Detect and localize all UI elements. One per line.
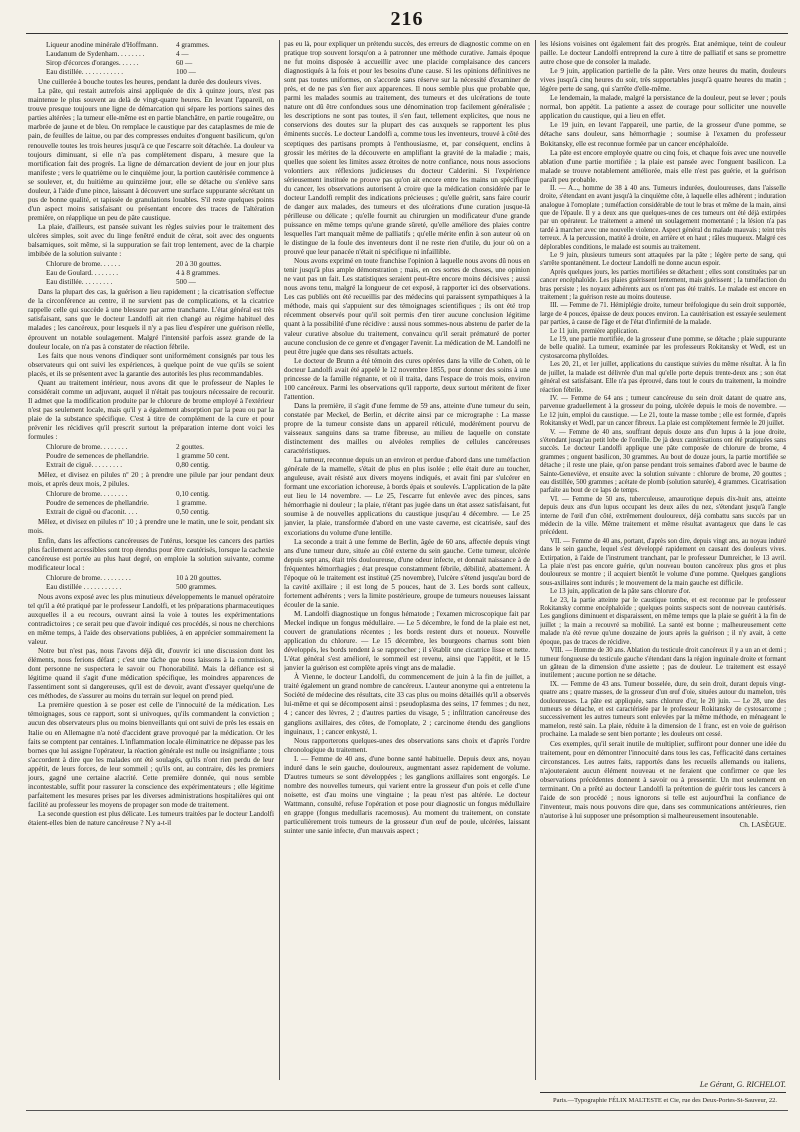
paragraph: VIII. — Homme de 30 ans. Ablation du testicule droit cancéreux il y a un an et demi ; tumeur fongueuse du testicule gauche s'étendant dans la région inguinale droite et formant un gâteau de la dimension d'une assiette ; pas de douleur. Le traitement est essayé inutilement ; aucune portion ne se détache. xyxy=(540,647,786,680)
paragraph: Le 9 juin, plusieurs tumeurs sont attaquées par la pâte ; légère perte de sang, qui s'arrête spontanément. Le docteur Landolfi ne donne aucun espoir. xyxy=(540,252,786,268)
paragraph: La seconde question est plus délicate. Les tumeurs traitées par le docteur Landolfi étaient-elles bien de nature cancéreuse ? N'y a-t-il xyxy=(28,809,274,827)
paragraph: La tumeur, reconnue depuis un an environ et perdue d'abord dans une tuméfaction générale de la mamelle, s'était de plus en plus isolée ; elle était dure au toucher, anguleuse, avait résisté aux divers moyens indiqués, et avait fini par s'ulcérer en formant une excoriation ichoreuse, à bords épais et soulevés. L'application de la pâte eut lieu le 14 novembre. — Le 25, l'escarre fut enlevée avec des pinces, sans hémorrhagie ni douleur ; la plaie, n'étant pas jugée dans un état assez satisfaisant, fut soumise à de nouvelles applications du caustique jusqu'au 4 décembre. — Le 25 janvier, la plaie, transformée d'abord en une vaste caverne, est cicatrisée, sauf des excoriations du volume d'une lentille. xyxy=(284,456,530,537)
paragraph: À Vienne, le docteur Landolfi, du commencement de juin à la fin de juillet, a traité également un grand nombre de cancéreux. L'auteur anonyme qui a entretenu la Société de médecine des résultats, cite 33 cas plus ou moins détaillés qu'il a observés lui-même et qui se décomposent ainsi : pseudoplasma des seins, 17 femmes ; du nez, 4 ; cancer des lèvres, 2 ; d'autres parties du visage, 5 ; infiltration cancéreuse des ganglions axillaires, des côtes, de l'omoplate, 2 ; carcinome étendu des ganglions inguinaux, 1 ; cancer enkysté, 1. xyxy=(284,673,530,736)
ingredient-quantity: 10 à 20 gouttes. xyxy=(176,573,222,582)
paragraph: III. — Femme de 71. Hémiplégie droite, tumeur bréfologique du sein droit supportée, large de 4 pouces, épaisse de deux pouces environ. La cautérisation est essayée seulement par parties, à cause de l'âge et de l'état d'infirmité de la malade. xyxy=(540,302,786,327)
ingredient-name: Eau distillée . . . . . . . . . . . xyxy=(46,582,122,591)
paragraph: Le 19, une partie mortifiée, de la grosseur d'une pomme, se détache ; plaie suppurante de belle qualité. La tumeur, examinée par les professeurs Rokitansky et Wedl, est un cystosarcoma phylloïdes. xyxy=(540,336,786,360)
formula-row xyxy=(46,461,274,470)
top-rule xyxy=(26,33,788,34)
ingredient-name: Eau distillée. . . . . . . . . . . . xyxy=(46,68,124,77)
paragraph: les lésions voisines ont également fait des progrès. État anémique, teint de couleur paille. Le docteur Landolfi entreprend la cure à titre de palliatif et sans se promettre autre chose que de consoler la malade. xyxy=(540,40,786,67)
ingredient-quantity: 0,50 centig. xyxy=(176,508,210,517)
author-signature: Ch. LASÈGUE. xyxy=(739,820,786,829)
ingredient-name: Poudre de semences de phellandrie. xyxy=(46,499,149,508)
paragraph: La plaie, d'ailleurs, est pansée suivant les règles suivies pour le traitement des ulcères simples, soit avec du linge fenêtré enduit de cérat, soit avec des onguents balsamiques, soit même, si la suppuration se fait trop lentement, avec de la charpie imbibée de la solution suivante : xyxy=(28,222,274,259)
formula-row xyxy=(46,269,274,278)
ingredient-quantity: 500 — xyxy=(176,278,196,287)
ingredient-quantity: 60 — xyxy=(176,59,193,68)
ingredient-quantity: 4 à 8 grammes. xyxy=(176,269,220,278)
paragraph: V. — Femme de 40 ans, souffrant depuis douze ans d'un lupus à la joue droite, s'étendant jusqu'au petit lobe de l'oreille. De jà deux cautérisations ont été pratiquées sans succès. Le docteur Landolfi applique une pâte composée de chlorure de brome, 4 grammes ; onguent basilicon, 30 grammes. Au bout de douze jours, la partie mortifiée se détache ; il reste une plaie, qu'on panse pendant trois semaines d'abord avec le baume de Sainte-Geneviève, et ensuite avec la solution suivante : chlorure de brome, 20 gouttes ; eau distillée, 500 grammes ; acétate de plomb (solution saturée), 4 grammes. Cicatrisation parfaite au bout de ce laps de temps. xyxy=(540,428,786,495)
paragraph: Dans la première, il s'agit d'une femme de 59 ans, atteinte d'une tumeur du sein, constatée par Meckel, de Berlin, et décrite ainsi par ce micrographe : La masse propre de la tumeur consiste dans un appareil réticulé, modérément pourvu de vaisseaux sanguins dans sa trame fibreuse, au milieu de laquelle on constate distinctement des mailles ou alvéoles remplies de cellules cancéreuses caractéristiques. xyxy=(284,401,530,456)
formula-row xyxy=(46,260,274,269)
paragraph: Dans la plupart des cas, la guérison a lieu rapidement ; la cicatrisation s'effectue de la circonférence au centre, il ne survient pas de complications, et la cicatrice rappelle celle qui succède à une blessure par arme tranchante. L'état général est très satisfaisant, sans que le docteur Landolfi ait rien changé au régime habituel des malades ; les cancéreux, pour lesquels il n'y a pas lieu d'espérer une guérison réelle, éprouvent un notable soulagement. Malgré l'intensité parfois assez grande de la douleur locale, on n'a pas à constater de réaction fébrile. xyxy=(28,288,274,351)
formula-row xyxy=(46,574,274,583)
paragraph: M. Landolfi diagnostique un fongus hématode ; l'examen microscopique fait par Meckel indique un fongus médullaire. — Le 5 décembre, le fond de la plaie est net, couvert de granulations récentes ; les bords restent durs et noueux. Nouvelle application du chlorure. — Le 15 décembre, les bourgeons charnus sont bien développés, les bords tendent à se rapprocher ; il s'établit une cicatrice lisse et nette. L'état général s'est amélioré, le sommeil est revenu, ainsi que l'appétit, et le 15 janvier la guérison est complète après vingt ans de maladie. xyxy=(284,609,530,673)
paragraph: Enfin, dans les affections cancéreuses de l'utérus, lorsque les cancers des parties plus facilement accessibles sont trop étendus pour être cautérisés, lorsque la cachexie cancéreuse est portée au plus haut degré, on emploie la solution suivante, comme modificateur local : xyxy=(28,536,274,572)
paragraph: Les faits que nous venons d'indiquer sont uniformément consignés par tous les observateurs qui ont suivi les expériences, à quelque point de vue qu'ils se soient placés, et ils se présentent avec la garantie des autorités les plus recommandables. xyxy=(28,351,274,378)
paragraph: Le lendemain, la malade, malgré la persistance de la douleur, peut se lever ; pouls normal, bon appétit. La patiente a assez de courage pour solliciter une nouvelle application du caustique, qui a lieu en effet. xyxy=(540,94,786,121)
paragraph: Nous rapporterons quelques-unes des observations sans choix et d'après l'ordre chronologique du traitement. xyxy=(284,736,530,754)
journal-page xyxy=(22,0,792,1132)
paragraph: Nous avons exprimé en toute franchise l'opinion à laquelle nous avons dû nous en tenir jusqu'à plus ample démonstration ; mais, en ces sortes de choses, une opinion ne vaut pas un fait. Les statistiques seraient peut-être encore moins décisives ; aussi nous avons tenu, malgré la longueur de cet exposé, à rapporter ici des observations. Les cas publiés ont été recueillis par des médecins qui paraissent sympathiques à la méthode, mais qui s'appuient sur des témoignages scientifiques ; ils ont été trop récemment observés pour qu'il soit permis d'en tirer aucune conclusion légitime quant à la possibilité d'une récidive : aussi nous sommes-nous abstenu de parler de la valeur curative absolue du traitement, convaincu qu'il serait prématuré de porter aucune conclusion de ce genre et d'engager l'avenir. La médication de M. Landolfi ne peut être jugée que dans ses résultats actuels. xyxy=(284,257,530,356)
column-1 xyxy=(28,40,274,1080)
formula-row xyxy=(46,499,274,508)
ingredient-name: Extrait de ciguë ou d'aconit. . . . xyxy=(46,508,138,517)
ingredient-name: Eau distillée. . . . . . . . . xyxy=(46,278,113,287)
paragraph: Le 9 juin, application partielle de la pâte. Vers onze heures du matin, douleurs vives jusqu'à cinq heures du soir, très supportables jusqu'à quatre heures du matin ; légère perte de sang, qui s'arrête d'elle-même. xyxy=(540,67,786,94)
formula-row xyxy=(46,443,274,452)
formula-row xyxy=(46,41,274,50)
paragraph: VII. — Femme de 40 ans, portant, d'après son dire, depuis vingt ans, au noyau induré dans le sein gauche, lequel s'est développé rapidement en causant des douleurs vives. Extirpation, à l'aide de l'instrument tranchant, par le professeur Dumreicher, le 13 avril. La plaie n'est pas encore guérie, qu'un nouveau bouton cancéreux plus gros et plus douloureux se montre ; il acquiert bientôt le volume d'une pomme. Quelques ganglions sous-axillaires sont indurés ; le mouvement de la main gauche est difficile. xyxy=(540,537,786,587)
ingredient-name: Chlorure de brome. . . . . . . . xyxy=(46,443,128,452)
ingredient-quantity: 500 grammes. xyxy=(176,582,217,591)
formula-pills-2 xyxy=(46,490,274,517)
ingredient-quantity: 0,10 centig. xyxy=(176,490,210,499)
paragraph: Notre but n'est pas, nous l'avons déjà dit, d'ouvrir ici une discussion dont les éléments, nous ferions défaut ; c'est une tâche que nous laissons à la commission, dont personne ne suspectera le savoir ou l'honorabilité. Mais la défiance est si légitime quand il s'agit d'une médication spécifique, les moindres apparences de l'assentiment sont si dangereuses, qu'il est de devoir, avant d'essayer quelqu'une de ces méthodes, de s'assurer au moins du terrain sur lequel on prend pied. xyxy=(28,647,274,701)
ingredient-quantity: 1 gramme. xyxy=(176,499,207,508)
column-separator xyxy=(535,40,536,1080)
paragraph: Le 11 juin, première application. xyxy=(550,327,639,335)
formula-solution xyxy=(46,260,274,287)
formula-row xyxy=(46,508,274,517)
paragraph: La première question à se poser est celle de l'innocuité de la médication. Les témoignages, sous ce rapport, sont si univoques, qu'ils commandent la conviction ; aucun des observateurs plus ou moins bienveillants qui ont suivi de près les essais en Italie ou en Allemagne n'a noté d'accident grave provoqué par la médication. Or les faits se comptent par centaines. L'inflammation locale éliminatrice ne dépasse pas les bornes que lui assigne l'opérateur, la réaction générale est nulle ou insignifiante ; tous s'accordent à dire que les malades ont été soulagés, qu'ils n'ont rien perdu de leur appétit, de leurs forces, de leur sommeil ; qu'ils ont, au contraire, dès les premiers jours, gagné une certaine alacrité. Cette première donnée, qui nous semble incontestable, suffit pour rassurer la conscience des expérimentateurs ; elle légitime parfaitement les mesures prises par les diverses administrations hospitalières qui ont facilité au professeur les moyens de propager son mode de traitement. xyxy=(28,701,274,809)
paragraph: Les 20, 21, et 1er juillet, applications du caustique suivies du même résultat. À la fin de juillet, la malade est délivrée d'un mal qu'elle porte depuis trente-deux ans ; son état général est satisfaisant. Elle n'a pas éprouvé, dans tout le cours du traitement, la moindre réaction fébrile. xyxy=(540,361,786,394)
ingredient-quantity: 20 à 30 gouttes. xyxy=(176,260,222,269)
paragraph: Le 13 juin, application de la pâte sans chlorure d'or. xyxy=(550,588,691,596)
paragraph: La pâte est encore employée quatre ou cinq fois, et chaque fois avec une nouvelle ablation d'une partie mortifiée ; la plaie est pansée avec l'onguent basilicon. La malade se trouve notablement améliorée, mais elle n'est pas guérie, et la guérison paraît peu probable. xyxy=(540,148,786,184)
paragraph: La seconde a trait à une femme de Berlin, âgée de 60 ans, affectée depuis vingt ans d'une tumeur dure, située au côté externe du sein gauche. Cette tumeur, ulcérée depuis sept ans, était très douloureuse, d'une odeur infecte, et donnait naissance à de fréquentes hémorrhagies ; état presque constamment fébrile, débilité, abattement. À l'époque où le traitement est institué (25 novembre), l'ulcère s'étend jusqu'au bord de la cavité axillaire ; il est long de 5 pouces, haut de 3. Les bords sont calleux, fortement adhérents ; vers la limite postérieure, groupe de tumeurs noueuses laissant écouler de la sanie. xyxy=(284,537,530,609)
ingredient-quantity: 4 grammes. xyxy=(176,41,210,49)
ingredient-quantity: 0,80 centig. xyxy=(176,461,210,470)
paragraph: Une cuillerée à bouche toutes les heures, pendant la durée des douleurs vives. xyxy=(38,78,262,87)
ingredient-name: Eau de Goulard. . . . . . . . xyxy=(46,269,119,278)
paragraph: IX. — Femme de 43 ans. Tumeur bosselée, dure, du sein droit, durant depuis vingt-quatre ans ; quatre masses, de la grosseur d'un œuf d'oie, situées autour du mamelon, très douloureuses. La pâte est appliquée, sans chlorure d'or, le 20 juin. — Le 28, une des tumeurs se détache, et est caractérisée par le professeur Rokitansky de cystosarcome ; successivement les autres tumeurs sont enlevées par la même méthode, en ménageant le mamelon, resté sain. La plaie, réduite à la dimension de 1 franc, est en voie de guérison prochaine. La malade se sent bien portante ; les douleurs ont cessé. xyxy=(540,680,786,739)
column-separator xyxy=(279,40,280,1080)
formula-hoffmann xyxy=(46,41,274,77)
paragraph: Quant au traitement intérieur, nous avons dit que le professeur de Naples le considérait comme un adjuvant, auquel il n'était pas toujours nécessaire de recourir. Il admet que la modification produite par le chlorure de brome employé à l'extérieur n'est pas seulement locale, mais qu'il y a également absorption par la peau ou par la plaie de la substance spécifique. C'est à titre de complément de la cure et pour prévenir les récidives qu'il prescrit surtout la préparation interne dont voici les formules : xyxy=(28,378,274,442)
ingredient-name: Extrait de ciguë. . . . . . . . . xyxy=(46,461,123,470)
page-number: 216 xyxy=(390,8,424,30)
printer-imprint: Paris.—Typographie FÉLIX MALTESTE et Cie, rue des Deux-Portes-St-Sauveur, 22. xyxy=(553,1097,777,1104)
formula-row xyxy=(46,278,274,287)
ingredient-quantity: 1 gramme 50 cent. xyxy=(176,452,230,461)
bottom-rule xyxy=(26,1110,788,1111)
paragraph: Mêlez, et divisez en pilules nº 20 ; à prendre une pilule par jour pendant deux mois, et après deux mois, 2 pilules. xyxy=(28,471,274,489)
formula-row xyxy=(46,59,274,68)
formula-row xyxy=(46,50,274,59)
ingredient-name: Chlorure de brome. . . . . . . . . xyxy=(46,573,131,582)
gerant-signature: Le Gérant, G. RICHELOT. xyxy=(699,1080,786,1089)
formula-pills-1 xyxy=(46,443,274,470)
paragraph: II. — A..., homme de 38 à 40 ans. Tumeurs indurées, douloureuses, dans l'aisselle droite, s'étendant en avant jusqu'à la cinquième côte, à laquelle elles adhèrent ; induration analogue à l'omoplate ; tuméfaction considérable de tout le bras et même de la main, ainsi que de l'épaule. Il y a deux ans que quelques-unes de ces tumeurs ont été déjà extirpées par un opérateur. Le traitement a amené un soulagement momentané ; la lésion n'a pas tardé à marcher avec une nouvelle violence. Aspect général du malade mauvais ; teint très terreux. À la percussion, matité à droite, en arrière et en haut ; râles muqueux. Malgré ces déplorables conditions, le malade est soumis au traitement. xyxy=(540,184,786,251)
ingredient-name: Laudanum de Sydenham. . . . . . . . xyxy=(46,50,145,59)
ingredient-quantity: 2 gouttes. xyxy=(176,443,204,452)
signature-rule xyxy=(540,1092,786,1093)
formula-row xyxy=(46,490,274,499)
ingredient-quantity: 4 — xyxy=(176,50,189,59)
ingredient-name: Liqueur anodine minérale d'Hoffmann. xyxy=(46,41,159,49)
paragraph: Après quelques jours, les parties mortifiées se détachent ; elles sont constituées par un cancer encéphaloïde. Les plaies guérissent lentement, mais guérissent ; la tuméfaction du bras persiste ; les noyaux adhérents aux os n'ont pas été traités. Le malade est encore en traitement ; la guérison reste au moins douteuse. xyxy=(540,268,786,302)
paragraph: I. — Femme de 40 ans, d'une bonne santé habituelle. Depuis deux ans, noyau induré dans le sein gauche, douloureux, augmentant assez rapidement de volume. D'autres tumeurs se sont développées ; les ganglions axillaires sont engorgés. Le nombre des nouvelles tumeurs, qui varient entre la grosseur d'un pois et celle d'une noisette, est d'au moins une vingtaine ; la peau n'est pas altérée. Le docteur Wattmann, consulté, refuse l'opération et pose pour diagnostic un fongus médullaire en grappe (fongus medullaris racemosus). Au moment du traitement, on constate particulièrement trois tumeurs de la grosseur d'un œuf de poule, ulcérées, laissant suinter une sanie infecte, d'un mauvais aspect ; xyxy=(284,754,530,836)
paragraph: Le 19 juin, en levant l'appareil, une partie, de la grosseur d'une pomme, se détache sans douleur, sans hémorrhagie ; soumise à l'examen du professeur Bokitansky, elle est reconnue formée par un cancer encéphaloïde. xyxy=(540,121,786,148)
ingredient-quantity: 100 — xyxy=(176,68,196,77)
paragraph: Mêlez, et divisez en pilules nº 10 ; à prendre une le matin, une le soir, pendant six mois. xyxy=(28,518,274,536)
column-2 xyxy=(284,40,530,1080)
paragraph: VI. — Femme de 50 ans, tuberculeuse, amaurotique depuis dix-huit ans, atteinte depuis deux ans d'un lupus occupant les deux ailes du nez, s'étendant jusqu'à l'angle interne de l'œil d'un côté, extrêmement douloureux, déjà combattu sans succès par un médecin de la ville. Même traitement et même résultat avantageux que dans le cas précédent. xyxy=(540,495,786,537)
column-3 xyxy=(540,40,786,1080)
paragraph: Ces exemples, qu'il serait inutile de multiplier, suffiront pour donner une idée du traitement, pour en démontrer l'innocuité dans tous les cas, l'efficacité dans certaines circonstances. Les autres faits, rapportés dans les recueils allemands ou italiens, n'ajouteraient aucun élément nouveau et ne feraient que confirmer ce que les observations précédentes donnent à savoir ou à pressentir. Un mot seulement en terminant. On a prêté au docteur Landolfi la prétention de guérir tous les cancers à l'aide de son procédé ; nous ignorons si telle est aujourd'hui la confiance de l'inventeur, mais nous pouvons dire que, dans ses communications antérieures, rien n'autorise à lui supposer une présomption si malheureusement insoutenable. xyxy=(540,739,786,820)
paragraph: Nous avons exposé avec les plus minutieux développements le manuel opératoire tel qu'il a été pratiqué par le professeur Landolfi, et les préparations pharmaceutiques auxquelles il a eu recours, ouvrant ainsi la voie à toutes les expérimentations contradictoires ; ce serait peu que d'avoir indiqué ces procédés, si nous ne cherchions en même temps, à l'aide des observations publiées, à en apprécier sommairement la valeur. xyxy=(28,592,274,647)
ingredient-name: Chlorure de brome. . . . . . . . xyxy=(46,490,128,499)
paragraph: IV. — Femme de 64 ans ; tumeur cancéreuse du sein droit datant de quatre ans, parvenue graduellement à la grosseur du poing, ulcérée depuis le mois de novembre. — Le 12 juin, emploi du caustique. — Le 21, toute la masse tombe ; elle est formée, d'après Rokitansky et Wedl, par un cancer fibreux. La plaie est complètement fermée le 20 juillet. xyxy=(540,394,786,428)
paragraph: pas eu là, pour expliquer un prétendu succès, des erreurs de diagnostic comme on en pratique trop souvent lorsqu'on a à patronner une méthode curative. Jamais époque ne fut moins disposée à accueillir avec une placide complaisance des cancers diagnostiqués à la fois et pour les besoins d'une cause. Si les opinions définitives ne sont pas toutes uniformes, on s'accorde sans réserve sur la nécessité d'examiner de près, et de ne pas s'en fier aux apparences. Il nous semble plus que probable que, parmi les malades soumis au traitement, des tumeurs et des ulcérations de toute nature ont dû être confondues sous une dénomination trop facilement généralisée ; les descriptions ne sont pas toutes, il s'en faut, tellement explicites, que nous ne conservions des doutes sur la plupart des cas auxquels se rapportent les plus éminents succès. Le docteur Landolfi a, comme tous les inventeurs, trouvé à côté des sceptiques des partisans prompts à l'enthousiasme, et, par conséquent, enclins à grossir les mérites de la découverte en amplifiant la gravité de la maladie ; mais, quelles que soient les limites assez étroites de notre confiance, nous nous associons volontiers aux réflexions judicieuses du docteur Calderini. Si l'expérience sérieusement instituée ne prouve pas qu'on ait encore entre les mains un spécifique du cancer, les observations autorisent à croire que la médication considérée par le docteur Landolfi remplit des indications précieuses ; qu'elle guérit, sans faire courir de danger aux malades, des tumeurs et des ulcérations d'une curation jusque-là périlleuse ou délicate ; qu'elle fournit au chirurgien un modificateur d'une grande puissance en même temps qu'une grande sûreté, qu'elle améliore des plaies contre lesquelles l'art manquait même de palliatifs ; qu'elle mérite enfin à son auteur où on le distingue de la foule des inventeurs dont il ne reste rien d'utile, du jour où on a prouvé que leur panacée n'était ni spécifique ni infaillible. xyxy=(284,40,530,257)
formula-row xyxy=(46,68,274,77)
ingredient-name: Chlorure de brome. . . . . . xyxy=(46,260,121,269)
formula-lotion xyxy=(46,574,274,592)
paragraph: Le 23, la partie atteinte par le caustique tombe, et est reconnue par le professeur Rokitansky comme encéphaloïde ; quelques points suspects sont de nouveau cautérisés. Les ganglions diminuent et disparaissent, en même temps que la plaie se guérit à la fin de juillet ; la main a recouvré sa mobilité. La santé est bonne ; malheureusement cette malade n'a été revue qu'une douzaine de jours après la guérison ; il n'y avait, à cette époque, pas de traces de récidive. xyxy=(540,596,786,646)
paragraph: La pâte, qui restait autrefois ainsi appliquée de dix à quinze jours, n'est pas maintenue le plus souvent au delà de vingt-quatre heures. En levant l'appareil, on trouve presque toujours une ligne de démarcation qui sépare les portions saines des parties altérées ; la tumeur elle-même est en partie blanchâtre, en partie rougeâtre, ou marbrée de jaune et de bleu. On remplace le caustique par des cataplasmes de mie de pain, de feuilles de laitue, ou par des compresses enduites d'onguent basilicum, qu'on renouvelle toutes les trois heures jusqu'à ce que l'escarre soit détachée. La douleur va toujours diminuant, si elle n'a pas complètement disparu, à mesure que la mortification fait des progrès. La ligne de démarcation devient de jour en jour plus manifeste ; vers le quatrième ou le cinquième jour, la portion cautérisée commence à se soulever, et, du huitième au quinzième jour, elle se détache ou s'enlève sans douleur, à l'aide d'une pince, laissant à découvert une surface suppurante sécrétant un pus de bonne qualité, et tapissée de granulations louables. S'il reste quelques points d'un aspect moins satisfaisant ou présentant encore des traces de l'altération première, on réapplique un peu de pâte caustique. xyxy=(28,87,274,222)
ingredient-name: Sirop d'écorces d'oranges. . . . . . xyxy=(46,59,139,68)
formula-row xyxy=(46,583,274,592)
paragraph: Le docteur de Brunn a été témoin des cures opérées dans la ville de Cohen, où le docteur Landolfi avait été appelé le 12 novembre 1855, pour donner des soins à une princesse de la famille régnante, et où il traita, dans l'espace de trois mois, environ 100 cancéreux. Parmi les observations qu'il rapporte, deux surtout méritent de fixer l'attention. xyxy=(284,356,530,401)
ingredient-name: Poudre de semences de phellandrie. xyxy=(46,452,149,461)
formula-row xyxy=(46,452,274,461)
